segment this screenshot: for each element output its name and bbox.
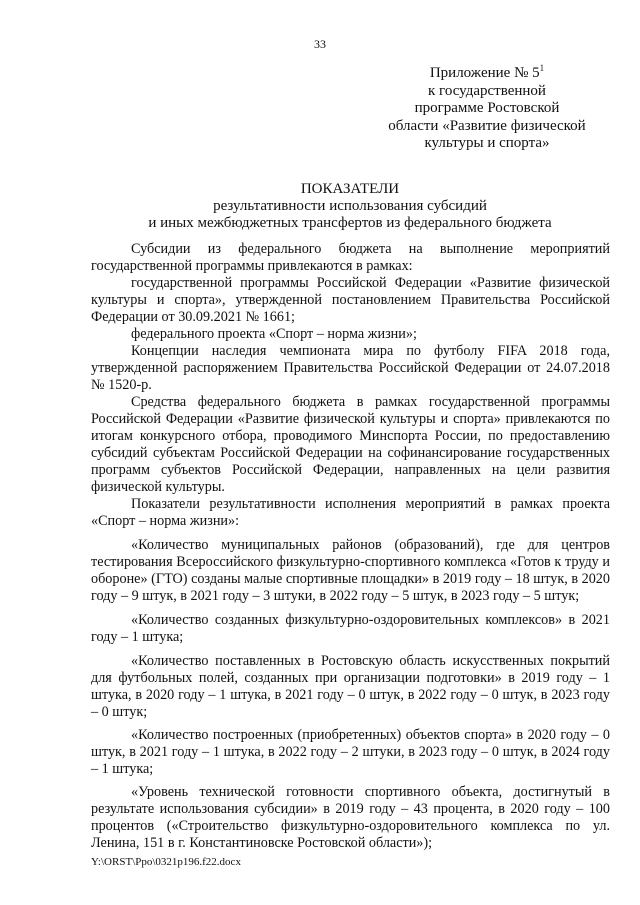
page-number: 33: [314, 37, 326, 51]
paragraph: «Количество муниципальных районов (образований), где для центров тестирования Всероссийского физкультурно-спортивного комплекса «Готов к труду и обороне» (ГТО) созданы малые спортивные площадки» в 2019 году – 18 штук, в 2020 году – 9 штук, в 2021 году – 3 штуки, в 2022 году – 5 штук, в 2023 году – 5 штук;: [91, 537, 610, 604]
heading-title: ПОКАЗАТЕЛИ: [300, 181, 400, 197]
footer-file-path: Y:\ORST\Ppo\0321p196.f22.docx: [91, 856, 241, 868]
heading-subtitle-line: результативности использования субсидий: [213, 198, 487, 214]
document-body: [91, 241, 610, 852]
paragraph: «Количество созданных физкультурно-оздоровительных комплексов» в 2021 году – 1 штука;: [91, 612, 610, 645]
paragraph: «Уровень технической готовности спортивного объекта, достигнутый в результате использования субсидии» в 2019 году – 43 процента, в 2020 году – 100 процентов («Строительство физкультурно-оздоровительного комплекса по ул. Ленина, 151 в г. Константиновске Ростовской области»);: [91, 784, 610, 851]
appendix-title: Приложение № $5^1$: [429, 63, 545, 81]
heading-block: [60, 181, 640, 232]
appendix-line: к государственной: [428, 82, 546, 99]
appendix-line: культуры и спорта»: [424, 135, 550, 151]
paragraph: «Количество поставленных в Ростовскую область искусственных покрытий для футбольных полей, созданных при организации подготовки» в 2019 году – 1 штука, в 2020 году – 1 штука, в 2021 году – 0 штук, в 2022 году – 0 штук, в 2023 году – 0 штук;: [91, 653, 610, 720]
paragraph: федерального проекта «Спорт – норма жизни»;: [131, 326, 417, 342]
paragraph: Показатели результативности исполнения мероприятий в рамках проекта «Спорт – норма жизни»:: [91, 496, 610, 529]
paragraph: Субсидии из федерального бюджета на выполнение мероприятий государственной программы привлекаются в рамках:: [91, 241, 610, 274]
heading-subtitle-line: и иных межбюджетных трансфертов из федерального бюджета: [148, 215, 552, 231]
paragraph: Средства федерального бюджета в рамках государственной программы Российской Федерации «Развитие физической культуры и спорта» привлекаются по итогам конкурсного отбора, проводимого Минспорта России, по предоставлению субсидий субъектам Российской Федерации на софинансирование государственных программ субъектов Российской Федерации, направленных на цели развития физической культуры.: [91, 394, 610, 495]
paragraph: государственной программы Российской Федерации «Развитие физической культуры и спорта», утвержденной постановлением Правительства Российской Федерации от 30.09.2021 № 1661;: [91, 275, 610, 325]
paragraph: «Количество построенных (приобретенных) объектов спорта» в 2020 году – 0 штук, в 2021 году – 1 штука, в 2022 году – 2 штуки, в 2023 году – 0 штук, в 2024 году – 1 штука;: [91, 727, 610, 777]
appendix-line: программе Ростовской: [414, 100, 560, 116]
paragraph: Концепции наследия чемпионата мира по футболу FIFA 2018 года, утвержденной распоряжением Правительства Российской Федерации от 24.07.2018 № 1520-р.: [91, 343, 610, 393]
appendix-superscript: 1: [539, 63, 545, 73]
appendix-block: [382, 65, 592, 153]
appendix-line: области «Развитие физической: [388, 117, 586, 134]
